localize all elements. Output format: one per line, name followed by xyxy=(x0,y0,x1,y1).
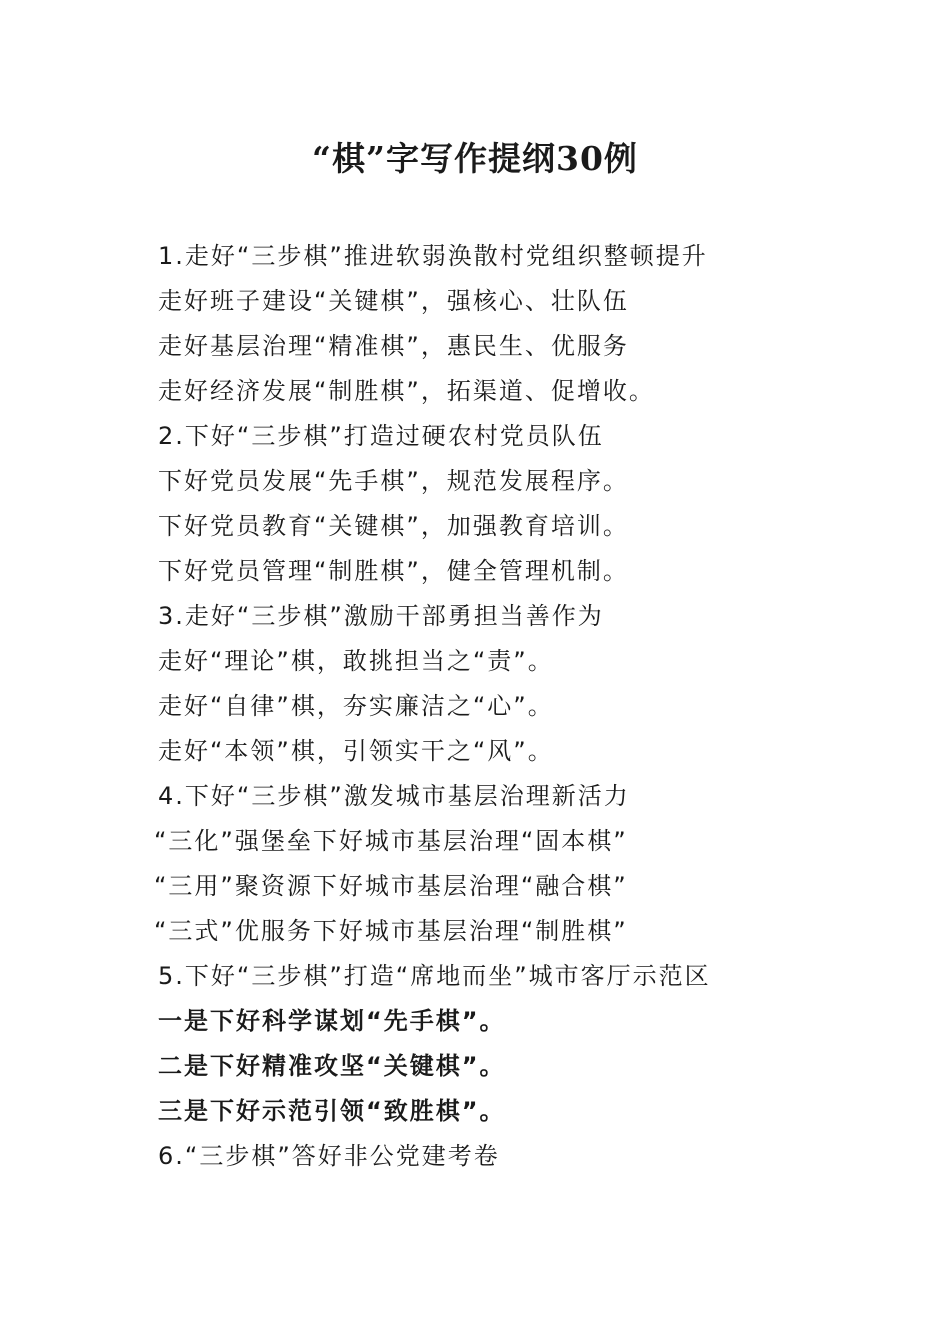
outline-line: 6.“三步棋”答好非公党建考卷 xyxy=(158,1142,500,1170)
outline-line: 1.走好“三步棋”推进软弱涣散村党组织整顿提升 xyxy=(158,242,708,270)
document-body xyxy=(154,234,878,1179)
outline-line: 走好基层治理“精准棋”，惠民生、优服务 xyxy=(158,332,629,360)
outline-line: 下好党员管理“制胜棋”，健全管理机制。 xyxy=(158,557,629,585)
outline-line: “三用”聚资源下好城市基层治理“融合棋” xyxy=(154,872,628,900)
outline-line: 4.下好“三步棋”激发城市基层治理新活力 xyxy=(158,782,630,810)
outline-line: 下好党员教育“关键棋”，加强教育培训。 xyxy=(158,512,629,540)
outline-line: “三化”强堡垒下好城市基层治理“固本棋” xyxy=(154,827,628,855)
outline-line: 一是下好科学谋划“先手棋”。 xyxy=(158,1007,506,1035)
outline-line: 走好“理论”棋，敢挑担当之“责”。 xyxy=(158,647,554,675)
outline-line: “三式”优服务下好城市基层治理“制胜棋” xyxy=(154,917,628,945)
outline-line: 二是下好精准攻坚“关键棋”。 xyxy=(158,1052,506,1080)
outline-line: 5.下好“三步棋”打造“席地而坐”城市客厅示范区 xyxy=(158,962,711,990)
outline-line: 走好“自律”棋，夯实廉洁之“心”。 xyxy=(158,692,554,720)
outline-line: 2.下好“三步棋”打造过硬农村党员队伍 xyxy=(158,422,604,450)
document-title: “棋”字写作提纲30例 xyxy=(312,139,638,178)
outline-line: 走好班子建设“关键棋”，强核心、壮队伍 xyxy=(158,287,629,315)
outline-line: 下好党员发展“先手棋”，规范发展程序。 xyxy=(158,467,629,495)
outline-line: 走好“本领”棋，引领实干之“风”。 xyxy=(158,737,554,765)
outline-line: 3.走好“三步棋”激励干部勇担当善作为 xyxy=(158,602,604,630)
outline-line: 三是下好示范引领“致胜棋”。 xyxy=(158,1097,506,1125)
outline-line: 走好经济发展“制胜棋”，拓渠道、促增收。 xyxy=(158,377,655,405)
